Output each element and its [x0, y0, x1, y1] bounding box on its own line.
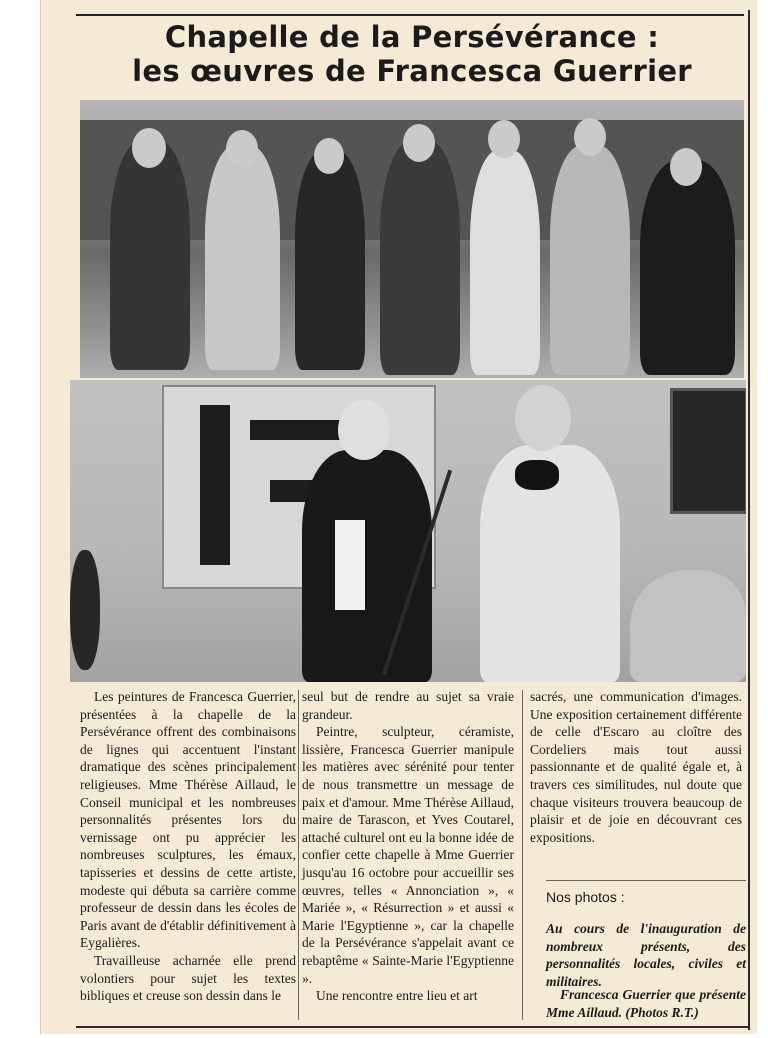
article-column-3 — [530, 688, 742, 846]
headline-line-1: Chapelle de la Persévérance : — [164, 20, 660, 54]
article-column-2 — [302, 688, 514, 1005]
paragraph: seul but de rendre au sujet sa vraie grandeur. — [302, 689, 514, 722]
photo-caption-2: Francesca Guerrier que présente Mme Aillaud. (Photos R.T.) — [546, 987, 746, 1020]
photo-caption-1: Au cours de l'inauguration de nombreux présents, des personnalités locales, civiles et militaires. — [546, 921, 746, 989]
article-headline — [76, 20, 748, 88]
paragraph: Les peintures de Francesca Guerrier, présentées à la chapelle de la Persévérance offrent des combinaisons de lignes qui accentuent l'instant dramatique des scènes principalement religieuses. Mme Thérèse Aillaud, le Conseil municipal et les nombreuses personnalités présentes lors du vernissage ont pu apprécier les nombreuses sculptures, les émaux, tapisseries et dessins de cette artiste, modeste qui débuta sa carrière comme professeur de dessin dans les écoles de Paris avant de d'établir définitivement à Eygalières. — [80, 689, 296, 951]
right-rule — [748, 10, 750, 1030]
headline-line-2: les œuvres de Francesca Guerrier — [132, 54, 692, 88]
paragraph: Une rencontre entre lieu et art — [316, 988, 478, 1004]
paragraph: sacrés, une communication d'images. Une exposition certainement différente de celle d'Escaro au cloître des Cordeliers mais tout aussi passionnante et de qualité égale et, à travers ces similitudes, nul doute que chaque visiteurs trouvera beaucoup de plaisir et de joie en découvrant ces expositions. — [530, 689, 742, 845]
column-separator — [298, 690, 299, 1020]
photos-label: Nos photos : — [546, 889, 625, 905]
paragraph: Travailleuse acharnée elle prend volontiers pour sujet les textes bibliques et creuse son dessin dans le — [80, 952, 296, 1004]
bottom-rule — [76, 1026, 748, 1028]
inauguration-crowd-photo — [80, 100, 744, 378]
paragraph: Peintre, sculpteur, céramiste, lissière, Francesca Guerrier manipule les matières avec sérénité pour tenter de nous transmettre un message de paix et d'amour. Mme Thérèse Aillaud, maire de Tarascon, et Yves Coutarel, attaché culturel ont eu la bonne idée de confier cette chapelle à Mme Guerrier jusqu'au 16 octobre pour accueillir ses œuvres, telles « Annonciation », « Mariée », « Résurrection » et aussi « Marie l'Egyptienne », car la chapelle de la Persévérance s'appelait avant ce rebaptême « Sainte-Marie l'Egyptienne ». — [302, 724, 514, 986]
article-column-1 — [80, 688, 296, 1005]
top-rule — [76, 0, 744, 16]
artist-speech-photo — [70, 380, 746, 682]
captions-rule — [546, 880, 746, 881]
column-separator — [522, 690, 523, 1020]
